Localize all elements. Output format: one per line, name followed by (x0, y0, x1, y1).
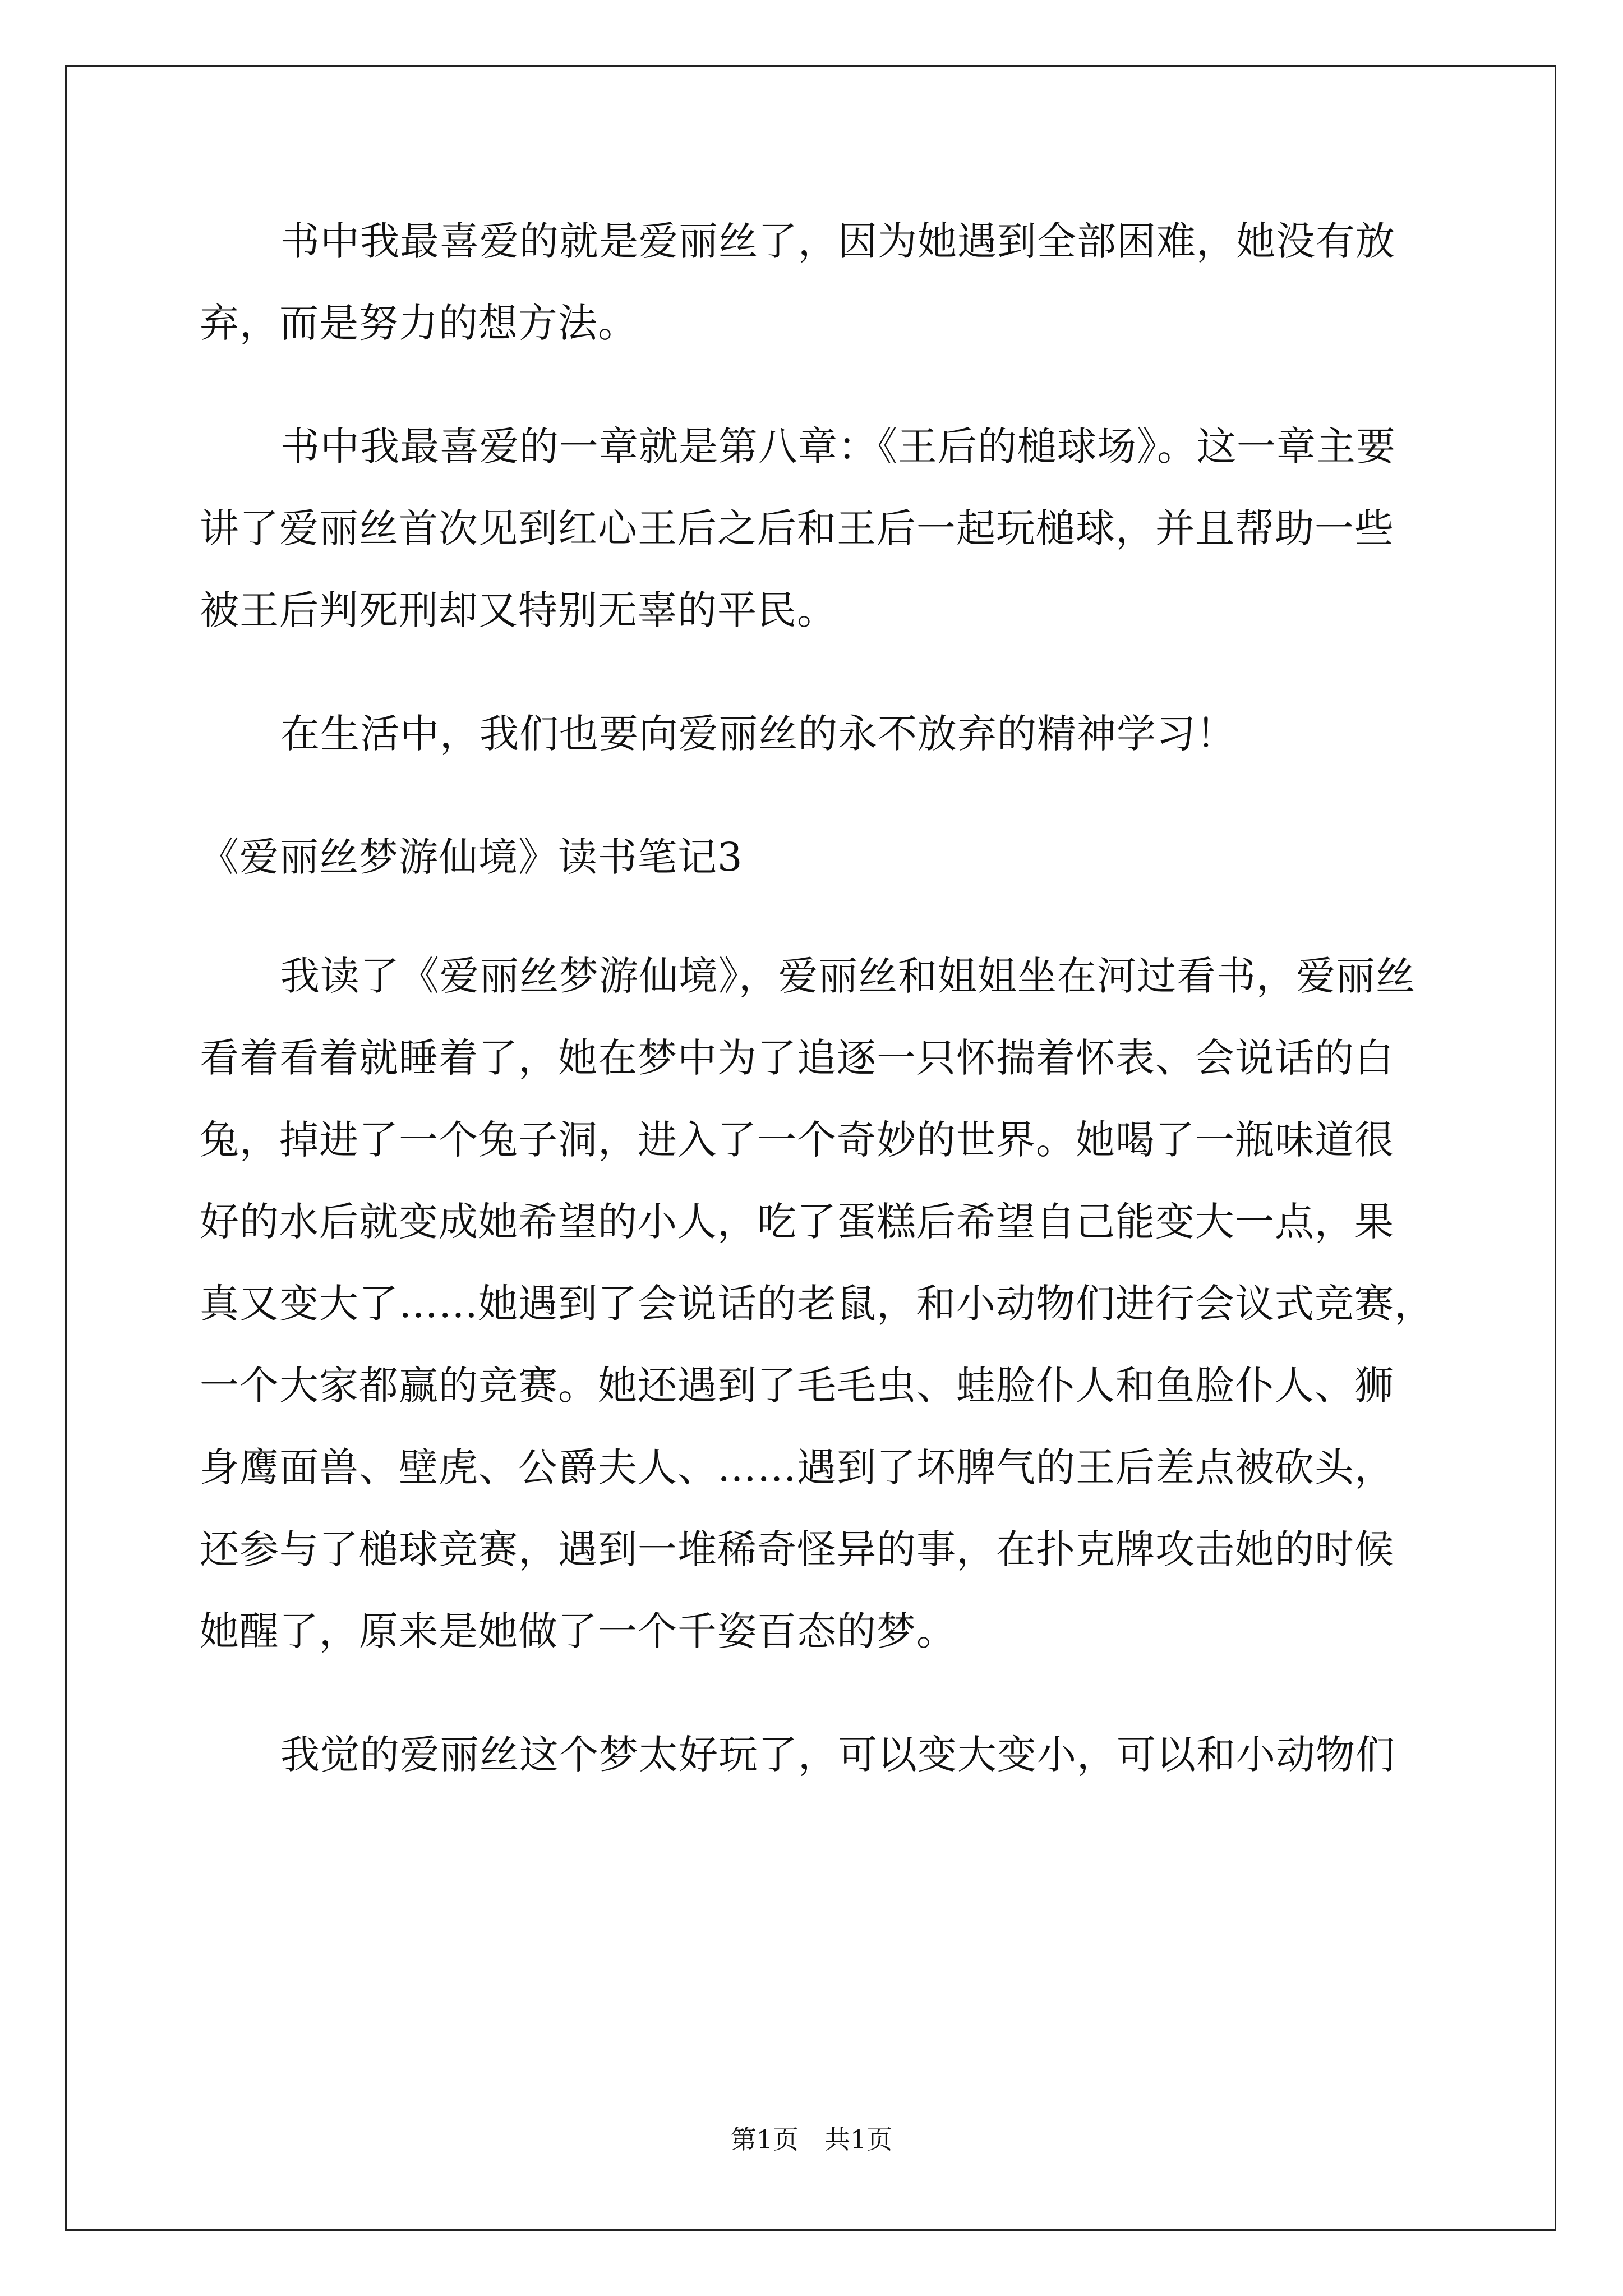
paragraph-1-line-1: 书中我最喜爱的就是爱丽丝了，因为她遇到全部困难，她没有放 (280, 218, 1395, 264)
paragraph-4-line-9: 她醒了，原来是她做了一个千姿百态的梦。 (200, 1608, 956, 1654)
paragraph-4-line-1: 我读了《爱丽丝梦游仙境》，爱丽丝和姐姐坐在河过看书，爱丽丝 (280, 953, 1415, 999)
paragraph-4-line-3: 兔，掉进了一个兔子洞，进入了一个奇妙的世界。她喝了一瓶味道很 (200, 1117, 1394, 1163)
page-number-footer: 第1页 共1页 (730, 2124, 893, 2155)
paragraph-2-line-1: 书中我最喜爱的一章就是第八章：《王后的槌球场》。这一章主要 (280, 424, 1396, 470)
paragraph-4-line-5: 真又变大了……她遇到了会说话的老鼠，和小动物们进行会议式竞赛， (200, 1281, 1434, 1327)
paragraph-4-line-4: 好的水后就变成她希望的小人，吃了蛋糕后希望自己能变大一点，果 (200, 1199, 1394, 1245)
paragraph-1-line-2: 弃，而是努力的想方法。 (200, 300, 638, 346)
section-heading: 《爱丽丝梦游仙境》读书笔记3 (200, 834, 743, 880)
paragraph-4-line-8: 还参与了槌球竞赛，遇到一堆稀奇怪异的事，在扑克牌攻击她的时候 (200, 1526, 1394, 1572)
paragraph-3-line-1: 在生活中，我们也要向爱丽丝的永不放弃的精神学习！ (280, 711, 1236, 757)
paragraph-4-line-7: 身鹰面兽、壁虎、公爵夫人、……遇到了坏脾气的王后差点被砍头， (200, 1444, 1394, 1490)
paragraph-2-line-2: 讲了爱丽丝首次见到红心王后之后和王后一起玩槌球，并且帮助一些 (200, 505, 1394, 551)
paragraph-4-line-6: 一个大家都赢的竞赛。她还遇到了毛毛虫、蛙脸仆人和鱼脸仆人、狮 (200, 1363, 1394, 1409)
paragraph-2-line-3: 被王后判死刑却又特别无辜的平民。 (200, 587, 837, 633)
paragraph-5-line-1: 我觉的爱丽丝这个梦太好玩了，可以变大变小，可以和小动物们 (280, 1732, 1395, 1778)
paragraph-4-line-2: 看着看着就睡着了，她在梦中为了追逐一只怀揣着怀表、会说话的白 (200, 1035, 1394, 1081)
